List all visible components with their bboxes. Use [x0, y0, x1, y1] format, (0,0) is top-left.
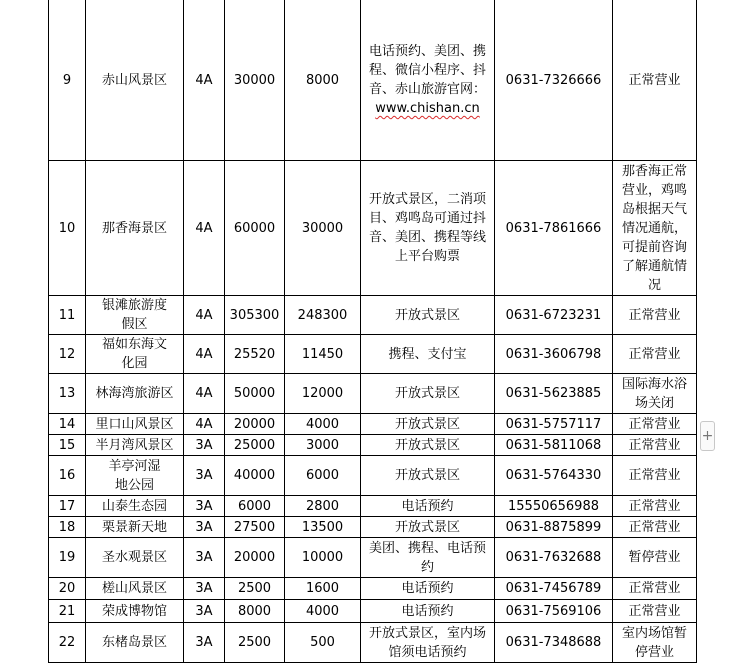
row-number: 21: [49, 600, 86, 623]
row-number: 22: [49, 623, 86, 663]
table-row: [49, 374, 697, 414]
booking-method: 开放式景区: [361, 517, 495, 538]
instant-capacity: 8000: [285, 0, 361, 161]
scenic-name: 里口山风景区: [86, 414, 184, 435]
status: 正常营业: [613, 456, 697, 496]
scenic-name: 羊亭河湿地公园: [86, 456, 184, 496]
phone: 0631-3606798: [495, 335, 613, 374]
max-capacity: 20000: [225, 538, 285, 578]
max-capacity: 50000: [225, 374, 285, 414]
scenic-name: 半月湾风景区: [86, 435, 184, 456]
scenic-name: 赤山风景区: [86, 0, 184, 161]
status: 正常营业: [613, 296, 697, 335]
status: 国际海水浴场关闭: [613, 374, 697, 414]
row-number: 14: [49, 414, 86, 435]
instant-capacity: 10000: [285, 538, 361, 578]
max-capacity: 305300: [225, 296, 285, 335]
table-row: [49, 623, 697, 663]
instant-capacity: 30000: [285, 161, 361, 296]
table-row: [49, 538, 697, 578]
booking-method: 开放式景区，室内场馆须电话预约: [361, 623, 495, 663]
instant-capacity: 6000: [285, 456, 361, 496]
scenic-spots-table: [48, 0, 697, 663]
scenic-name: 银滩旅游度假区: [86, 296, 184, 335]
booking-method: 电话预约: [361, 496, 495, 517]
booking-method: [361, 0, 495, 161]
phone: 15550656988: [495, 496, 613, 517]
row-number: 10: [49, 161, 86, 296]
status: 暂停营业: [613, 538, 697, 578]
row-number: 18: [49, 517, 86, 538]
instant-capacity: 12000: [285, 374, 361, 414]
phone: 0631-8875899: [495, 517, 613, 538]
row-number: 17: [49, 496, 86, 517]
grade: 3A: [184, 456, 225, 496]
phone: 0631-7326666: [495, 0, 613, 161]
scenic-name: 荣成博物馆: [86, 600, 184, 623]
booking-method: 开放式景区: [361, 414, 495, 435]
grade: 3A: [184, 538, 225, 578]
status: 正常营业: [613, 435, 697, 456]
scenic-name: 槎山风景区: [86, 578, 184, 600]
booking-method: 开放式景区: [361, 456, 495, 496]
max-capacity: 25000: [225, 435, 285, 456]
scenic-name: 圣水观景区: [86, 538, 184, 578]
max-capacity: 60000: [225, 161, 285, 296]
row-number: 15: [49, 435, 86, 456]
phone: 0631-7861666: [495, 161, 613, 296]
row-number: 20: [49, 578, 86, 600]
grade: 3A: [184, 496, 225, 517]
status: 正常营业: [613, 496, 697, 517]
scenic-name: 那香海景区: [86, 161, 184, 296]
row-number: 16: [49, 456, 86, 496]
grade: 3A: [184, 623, 225, 663]
instant-capacity: 3000: [285, 435, 361, 456]
grade: 4A: [184, 414, 225, 435]
phone: 0631-5811068: [495, 435, 613, 456]
status: 正常营业: [613, 517, 697, 538]
table-row: [49, 578, 697, 600]
phone: 0631-7348688: [495, 623, 613, 663]
booking-method: 开放式景区: [361, 374, 495, 414]
table-row: [49, 517, 697, 538]
status: 正常营业: [613, 578, 697, 600]
scenic-name: 东楮岛景区: [86, 623, 184, 663]
booking-text: 电话预约、美团、携程、微信小程序、抖音、赤山旅游官网：: [368, 44, 486, 97]
phone: 0631-7632688: [495, 538, 613, 578]
grade: 4A: [184, 335, 225, 374]
row-number: 13: [49, 374, 86, 414]
table-row: [49, 414, 697, 435]
scenic-name: 林海湾旅游区: [86, 374, 184, 414]
instant-capacity: 2800: [285, 496, 361, 517]
grade: 4A: [184, 374, 225, 414]
row-number: 19: [49, 538, 86, 578]
phone: 0631-5764330: [495, 456, 613, 496]
phone: 0631-6723231: [495, 296, 613, 335]
max-capacity: 8000: [225, 600, 285, 623]
max-capacity: 25520: [225, 335, 285, 374]
scenic-name: 福如东海文化园: [86, 335, 184, 374]
row-number: 9: [49, 0, 86, 161]
scenic-name: 栗景新天地: [86, 517, 184, 538]
max-capacity: 30000: [225, 0, 285, 161]
instant-capacity: 4000: [285, 414, 361, 435]
plus-icon: +: [701, 428, 714, 444]
row-number: 12: [49, 335, 86, 374]
phone: 0631-5623885: [495, 374, 613, 414]
table-row: [49, 435, 697, 456]
phone: 0631-5757117: [495, 414, 613, 435]
max-capacity: 2500: [225, 623, 285, 663]
status: 室内场馆暂停营业: [613, 623, 697, 663]
instant-capacity: 13500: [285, 517, 361, 538]
grade: 4A: [184, 161, 225, 296]
instant-capacity: 248300: [285, 296, 361, 335]
max-capacity: 40000: [225, 456, 285, 496]
official-website-link[interactable]: www.chishan.cn: [375, 101, 480, 116]
table-row: [49, 600, 697, 623]
row-number: 11: [49, 296, 86, 335]
booking-method: 电话预约: [361, 600, 495, 623]
max-capacity: 20000: [225, 414, 285, 435]
table-row: [49, 335, 697, 374]
instant-capacity: 1600: [285, 578, 361, 600]
max-capacity: 6000: [225, 496, 285, 517]
status: 那香海正常营业，鸡鸣岛根据天气情况通航，可提前咨询了解通航情况: [613, 161, 697, 296]
max-capacity: 2500: [225, 578, 285, 600]
add-row-button[interactable]: [700, 421, 715, 451]
table-row: [49, 296, 697, 335]
instant-capacity: 500: [285, 623, 361, 663]
table-row: [49, 496, 697, 517]
status: 正常营业: [613, 335, 697, 374]
status: 正常营业: [613, 0, 697, 161]
booking-method: 电话预约: [361, 578, 495, 600]
grade: 3A: [184, 600, 225, 623]
booking-method: 开放式景区: [361, 435, 495, 456]
booking-method: 开放式景区: [361, 296, 495, 335]
table-row: [49, 456, 697, 496]
instant-capacity: 4000: [285, 600, 361, 623]
booking-method: 美团、携程、电话预约: [361, 538, 495, 578]
phone: 0631-7456789: [495, 578, 613, 600]
table-row: [49, 0, 697, 161]
status: 正常营业: [613, 600, 697, 623]
grade: 4A: [184, 0, 225, 161]
grade: 3A: [184, 517, 225, 538]
grade: 4A: [184, 296, 225, 335]
booking-method: 携程、支付宝: [361, 335, 495, 374]
max-capacity: 27500: [225, 517, 285, 538]
booking-method: 开放式景区，二消项目、鸡鸣岛可通过抖音、美团、携程等线上平台购票: [361, 161, 495, 296]
table-row: [49, 161, 697, 296]
phone: 0631-7569106: [495, 600, 613, 623]
grade: 3A: [184, 435, 225, 456]
grade: 3A: [184, 578, 225, 600]
scenic-name: 山泰生态园: [86, 496, 184, 517]
instant-capacity: 11450: [285, 335, 361, 374]
status: 正常营业: [613, 414, 697, 435]
